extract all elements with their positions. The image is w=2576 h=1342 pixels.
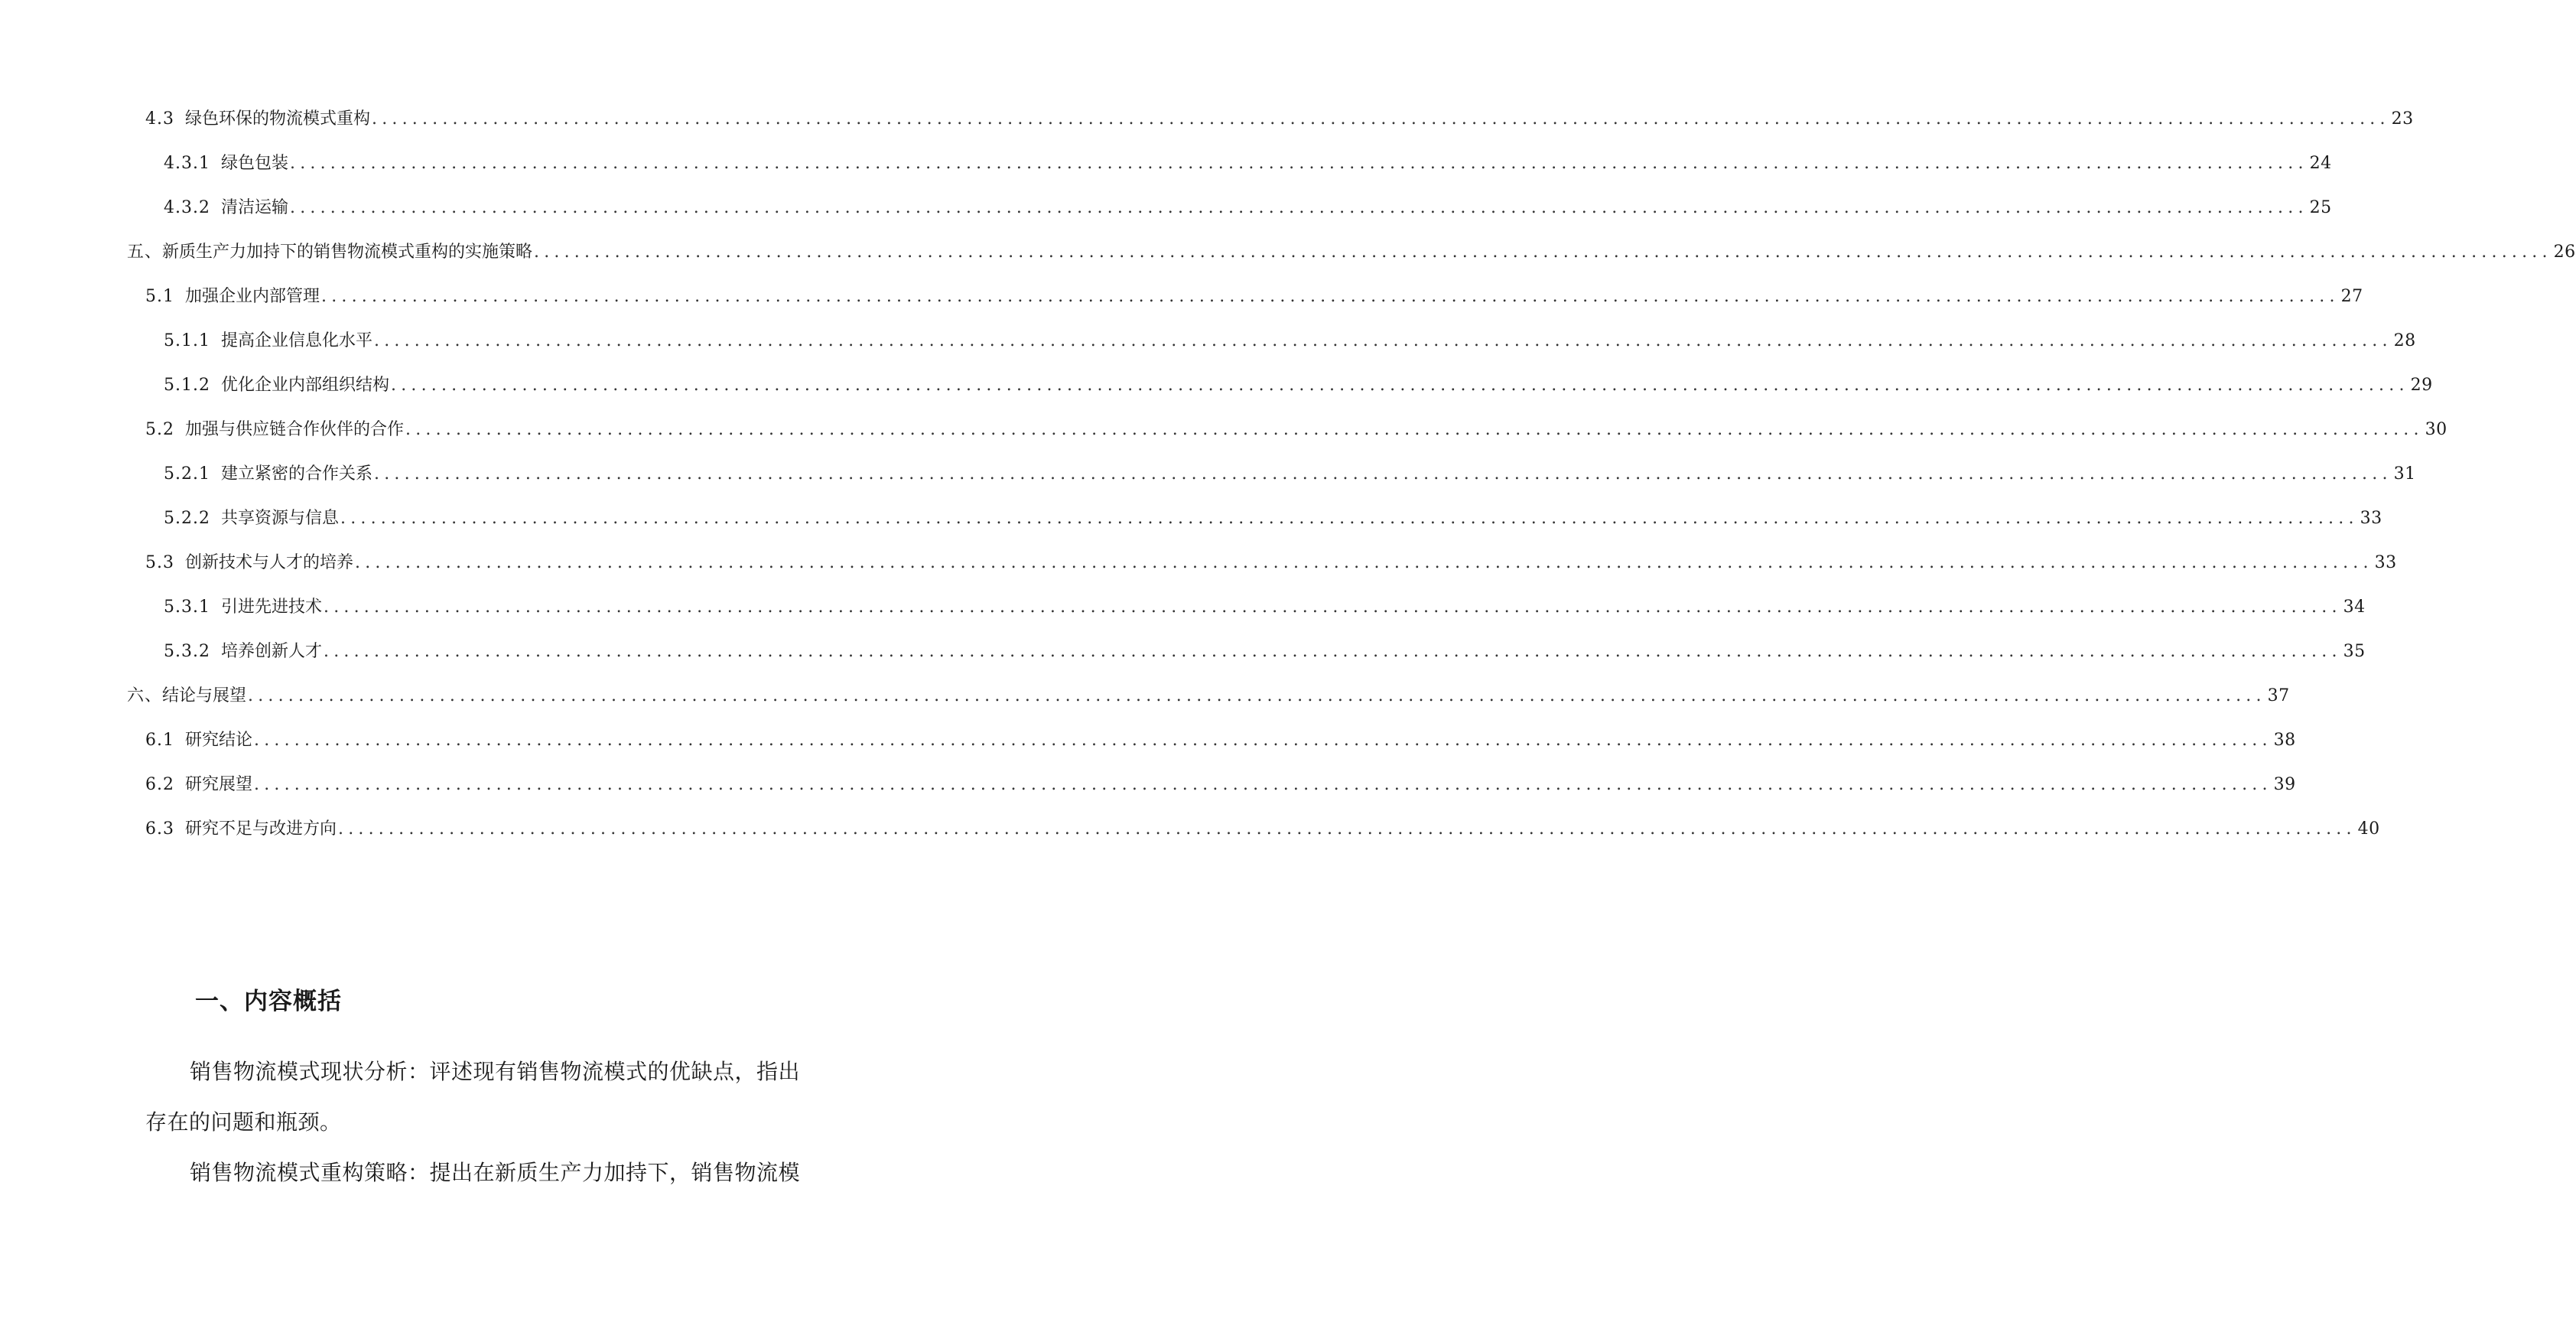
- section-heading: 一、内容概括: [195, 988, 342, 1015]
- toc-entry[interactable]: [164, 150, 2332, 178]
- toc-entry-title: 研究结论: [185, 731, 253, 750]
- toc-entry-number: 6.2: [145, 775, 174, 794]
- toc-dot-leader: ........................................................................................................................................................................................................: [405, 420, 2424, 439]
- toc-dot-leader: ........................................................................................................................................................................................................: [355, 553, 2373, 572]
- body-paragraph-2: 销售物流模式重构策略：提出在新质生产力加持下，销售物流模: [190, 1160, 801, 1185]
- toc-entry-page-number: 24: [2309, 154, 2332, 173]
- toc-entry-number: 5.3.2: [164, 642, 210, 661]
- toc-dot-leader: ........................................................................................................................................................................................................: [290, 198, 2308, 217]
- toc-entry-title: 共享资源与信息: [220, 509, 339, 528]
- body-paragraph-1: 销售物流模式现状分析：评述现有销售物流模式的优缺点，指出存在的问题和瓶颈。: [145, 1059, 801, 1135]
- toc-entry-title: 加强与供应链合作伙伴的合作: [185, 420, 405, 439]
- toc-entry-number: 5.3.1: [164, 598, 210, 617]
- toc-entry-title: 培养创新人才: [220, 642, 322, 661]
- toc-entry-title: 绿色包装: [220, 154, 288, 173]
- toc-entry-number: 5.2: [145, 420, 174, 439]
- toc-dot-leader: ........................................................................................................................................................................................................: [254, 731, 2272, 750]
- toc-entry-page-number: 33: [2360, 509, 2382, 528]
- toc-entry-title: 提高企业信息化水平: [220, 331, 372, 350]
- toc-entry[interactable]: [127, 239, 2576, 266]
- toc-entry-title: 创新技术与人才的培养: [185, 553, 354, 572]
- toc-entry-page-number: 39: [2273, 775, 2296, 794]
- toc-entry-page-number: 27: [2340, 287, 2363, 306]
- toc-dot-leader: ........................................................................................................................................................................................................: [372, 109, 2390, 129]
- toc-dot-leader: ........................................................................................................................................................................................................: [374, 464, 2392, 484]
- toc-entry-number: 5.2.2: [164, 509, 210, 528]
- toc-entry[interactable]: [145, 771, 2296, 799]
- toc-dot-leader: ........................................................................................................................................................................................................: [321, 287, 2340, 306]
- toc-entry-number: 4.3: [145, 109, 174, 129]
- toc-entry[interactable]: [164, 594, 2366, 621]
- toc-entry-title: 清洁运输: [220, 198, 288, 217]
- toc-entry-number: 六、: [127, 686, 163, 705]
- toc-dot-leader: ........................................................................................................................................................................................................: [324, 598, 2342, 617]
- toc-entry-page-number: 38: [2273, 731, 2296, 750]
- toc-entry[interactable]: [164, 372, 2433, 399]
- toc-entry-page-number: 40: [2357, 819, 2380, 839]
- toc-entry[interactable]: [164, 638, 2366, 666]
- toc-entry[interactable]: [145, 549, 2397, 577]
- toc-dot-leader: ........................................................................................................................................................................................................: [324, 642, 2342, 661]
- toc-entry[interactable]: [145, 106, 2414, 133]
- toc-entry-page-number: 28: [2393, 331, 2416, 350]
- toc-entry-number: 五、: [127, 243, 163, 262]
- toc-entry-page-number: 31: [2393, 464, 2416, 484]
- toc-entry-title: 引进先进技术: [220, 598, 322, 617]
- toc-entry-page-number: 35: [2343, 642, 2366, 661]
- toc-entry-number: 6.3: [145, 819, 174, 839]
- toc-entry-number: 5.1.2: [164, 376, 210, 395]
- toc-entry-page-number: 26: [2553, 243, 2576, 262]
- toc-entry-title: 优化企业内部组织结构: [220, 376, 389, 395]
- toc-entry-page-number: 25: [2309, 198, 2332, 217]
- toc-entry-title: 加强企业内部管理: [185, 287, 320, 306]
- toc-entry[interactable]: [164, 505, 2382, 533]
- toc-dot-leader: ........................................................................................................................................................................................................: [340, 509, 2359, 528]
- toc-dot-leader: ........................................................................................................................................................................................................: [248, 686, 2266, 705]
- toc-entry-title: 研究不足与改进方向: [185, 819, 337, 839]
- toc-entry-number: 5.2.1: [164, 464, 210, 484]
- toc-dot-leader: ........................................................................................................................................................................................................: [290, 154, 2308, 173]
- toc-entry-page-number: 37: [2267, 686, 2290, 705]
- toc-dot-leader: ........................................................................................................................................................................................................: [338, 819, 2356, 839]
- toc-entry-page-number: 30: [2425, 420, 2448, 439]
- toc-entry-page-number: 29: [2410, 376, 2433, 395]
- toc-entry-page-number: 34: [2343, 598, 2366, 617]
- toc-entry-page-number: 23: [2391, 109, 2414, 129]
- toc-entry-number: 5.1: [145, 287, 174, 306]
- toc-entry-number: 5.3: [145, 553, 174, 572]
- toc-entry[interactable]: [164, 194, 2332, 222]
- toc-entry[interactable]: [145, 816, 2380, 843]
- toc-entry[interactable]: [145, 283, 2363, 311]
- toc-entry-title: 结论与展望: [162, 686, 247, 705]
- toc-entry-title: 研究展望: [185, 775, 253, 794]
- toc-entry-number: 4.3.2: [164, 198, 210, 217]
- toc-entry-number: 6.1: [145, 731, 174, 750]
- toc-entry-title: 建立紧密的合作关系: [220, 464, 372, 484]
- toc-dot-leader: ........................................................................................................................................................................................................: [254, 775, 2272, 794]
- toc-entry[interactable]: [145, 727, 2296, 754]
- toc-dot-leader: ........................................................................................................................................................................................................: [534, 243, 2552, 262]
- toc-entry-number: 5.1.1: [164, 331, 210, 350]
- toc-entry[interactable]: [164, 461, 2416, 488]
- toc-dot-leader: ........................................................................................................................................................................................................: [374, 331, 2392, 350]
- toc-entry-number: 4.3.1: [164, 154, 210, 173]
- toc-dot-leader: ........................................................................................................................................................................................................: [391, 376, 2409, 395]
- toc-entry[interactable]: [127, 682, 2290, 710]
- toc-entry-page-number: 33: [2374, 553, 2397, 572]
- toc-entry[interactable]: [164, 327, 2416, 355]
- toc-entry-title: 新质生产力加持下的销售物流模式重构的实施策略: [162, 243, 533, 262]
- toc-entry-title: 绿色环保的物流模式重构: [185, 109, 371, 129]
- toc-entry[interactable]: [145, 416, 2448, 444]
